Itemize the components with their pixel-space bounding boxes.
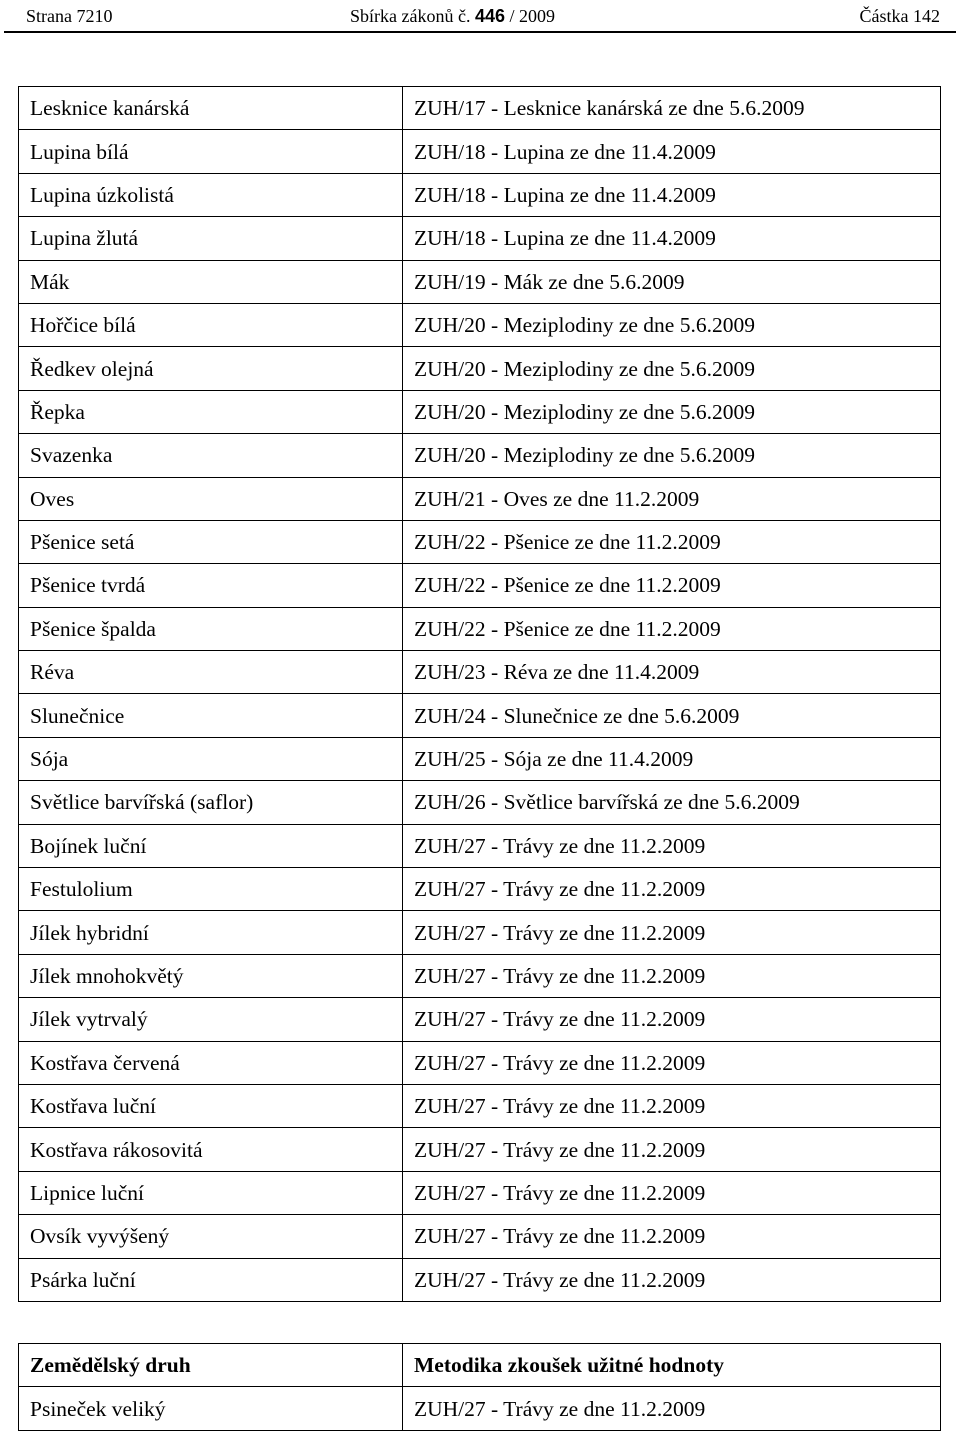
crop-name-cell: Světlice barvířská (saflor) <box>19 781 403 824</box>
crop-name-cell: Lipnice luční <box>19 1171 403 1214</box>
method-cell: ZUH/25 - Sója ze dne 11.4.2009 <box>403 737 941 780</box>
table-row <box>19 173 941 216</box>
method-cell: ZUH/18 - Lupina ze dne 11.4.2009 <box>403 217 941 260</box>
method-cell: ZUH/27 - Trávy ze dne 11.2.2009 <box>403 1128 941 1171</box>
crop-name-cell: Jílek mnohokvětý <box>19 954 403 997</box>
crop-name-cell: Lupina bílá <box>19 130 403 173</box>
table-row <box>19 868 941 911</box>
page-header <box>0 0 960 32</box>
method-cell: ZUH/27 - Trávy ze dne 11.2.2009 <box>403 1215 941 1258</box>
table-row <box>19 781 941 824</box>
crop-method-table-body <box>19 87 941 1302</box>
crop-name-cell: Ovsík vyvýšený <box>19 1215 403 1258</box>
method-cell: ZUH/27 - Trávy ze dne 11.2.2009 <box>403 1084 941 1127</box>
method-cell: ZUH/20 - Meziplodiny ze dne 5.6.2009 <box>403 390 941 433</box>
table-row <box>19 824 941 867</box>
method-cell: ZUH/27 - Trávy ze dne 11.2.2009 <box>403 1258 941 1301</box>
table-row <box>19 1387 941 1430</box>
table-row <box>19 737 941 780</box>
crop-name-cell: Psárka luční <box>19 1258 403 1301</box>
crop-name-cell: Pšenice tvrdá <box>19 564 403 607</box>
crop-name-cell: Lupina úzkolistá <box>19 173 403 216</box>
table-row <box>19 1171 941 1214</box>
method-cell: ZUH/22 - Pšenice ze dne 11.2.2009 <box>403 520 941 563</box>
crop-name-cell: Mák <box>19 260 403 303</box>
table-row <box>19 1258 941 1301</box>
table-row <box>19 954 941 997</box>
table-row <box>19 130 941 173</box>
law-year: / 2009 <box>509 6 556 26</box>
method-cell: ZUH/27 - Trávy ze dne 11.2.2009 <box>403 1387 941 1430</box>
table-row <box>19 1128 941 1171</box>
crop-name-cell: Hořčice bílá <box>19 303 403 346</box>
crop-name-cell: Lupina žlutá <box>19 217 403 260</box>
crop-name-cell: Festulolium <box>19 868 403 911</box>
crop-name-cell: Kostřava luční <box>19 1084 403 1127</box>
method-cell: ZUH/18 - Lupina ze dne 11.4.2009 <box>403 173 941 216</box>
crop-name-cell: Řepka <box>19 390 403 433</box>
method-cell: ZUH/20 - Meziplodiny ze dne 5.6.2009 <box>403 434 941 477</box>
table-row <box>19 1041 941 1084</box>
table-row <box>19 347 941 390</box>
crop-name-cell: Pšenice špalda <box>19 607 403 650</box>
crop-name-cell: Kostřava rákosovitá <box>19 1128 403 1171</box>
table-row <box>19 477 941 520</box>
method-cell: ZUH/27 - Trávy ze dne 11.2.2009 <box>403 1171 941 1214</box>
method-cell: ZUH/26 - Světlice barvířská ze dne 5.6.2009 <box>403 781 941 824</box>
crop-name-cell: Svazenka <box>19 434 403 477</box>
crop-name-cell: Jílek hybridní <box>19 911 403 954</box>
crop-method-table <box>18 86 941 1302</box>
method-cell: ZUH/27 - Trávy ze dne 11.2.2009 <box>403 868 941 911</box>
table-row <box>19 1215 941 1258</box>
table-row <box>19 911 941 954</box>
crop-name-cell: Lesknice kanárská <box>19 87 403 130</box>
crop-name-cell: Slunečnice <box>19 694 403 737</box>
part-number: Částka 142 <box>859 6 940 26</box>
column-header-method: Metodika zkoušek užitné hodnoty <box>403 1344 941 1387</box>
method-cell: ZUH/24 - Slunečnice ze dne 5.6.2009 <box>403 694 941 737</box>
table-row <box>19 1084 941 1127</box>
method-cell: ZUH/27 - Trávy ze dne 11.2.2009 <box>403 1041 941 1084</box>
method-cell: ZUH/27 - Trávy ze dne 11.2.2009 <box>403 998 941 1041</box>
method-cell: ZUH/18 - Lupina ze dne 11.4.2009 <box>403 130 941 173</box>
table-row <box>19 564 941 607</box>
method-cell: ZUH/22 - Pšenice ze dne 11.2.2009 <box>403 564 941 607</box>
page-number: Strana 7210 <box>26 6 113 26</box>
table-row <box>19 520 941 563</box>
collection-title <box>350 6 555 26</box>
crop-method-table-continued-body <box>19 1387 941 1430</box>
method-cell: ZUH/20 - Meziplodiny ze dne 5.6.2009 <box>403 347 941 390</box>
method-cell: ZUH/23 - Réva ze dne 11.4.2009 <box>403 651 941 694</box>
method-cell: ZUH/19 - Mák ze dne 5.6.2009 <box>403 260 941 303</box>
table-row <box>19 651 941 694</box>
method-cell: ZUH/27 - Trávy ze dne 11.2.2009 <box>403 954 941 997</box>
table-row <box>19 607 941 650</box>
table-row <box>19 260 941 303</box>
crop-name-cell: Réva <box>19 651 403 694</box>
table-row <box>19 390 941 433</box>
crop-name-cell: Oves <box>19 477 403 520</box>
table-row <box>19 217 941 260</box>
method-cell: ZUH/21 - Oves ze dne 11.2.2009 <box>403 477 941 520</box>
method-cell: ZUH/20 - Meziplodiny ze dne 5.6.2009 <box>403 303 941 346</box>
header-divider <box>4 31 956 33</box>
column-header-crop: Zemědělský druh <box>19 1344 403 1387</box>
table-row <box>19 87 941 130</box>
crop-name-cell: Sója <box>19 737 403 780</box>
crop-name-cell: Kostřava červená <box>19 1041 403 1084</box>
method-cell: ZUH/22 - Pšenice ze dne 11.2.2009 <box>403 607 941 650</box>
table-row <box>19 434 941 477</box>
table-row <box>19 303 941 346</box>
crop-name-cell: Jílek vytrvalý <box>19 998 403 1041</box>
crop-name-cell: Pšenice setá <box>19 520 403 563</box>
crop-name-cell: Ředkev olejná <box>19 347 403 390</box>
method-cell: ZUH/27 - Trávy ze dne 11.2.2009 <box>403 824 941 867</box>
crop-method-table-continued <box>18 1343 941 1431</box>
method-cell: ZUH/27 - Trávy ze dne 11.2.2009 <box>403 911 941 954</box>
method-cell: ZUH/17 - Lesknice kanárská ze dne 5.6.2009 <box>403 87 941 130</box>
table-header-row <box>19 1344 941 1387</box>
crop-name-cell: Bojínek luční <box>19 824 403 867</box>
table-row <box>19 998 941 1041</box>
crop-name-cell: Psineček veliký <box>19 1387 403 1430</box>
collection-prefix: Sbírka zákonů č. <box>350 6 471 26</box>
law-number: 446 <box>474 6 506 26</box>
table-row <box>19 694 941 737</box>
